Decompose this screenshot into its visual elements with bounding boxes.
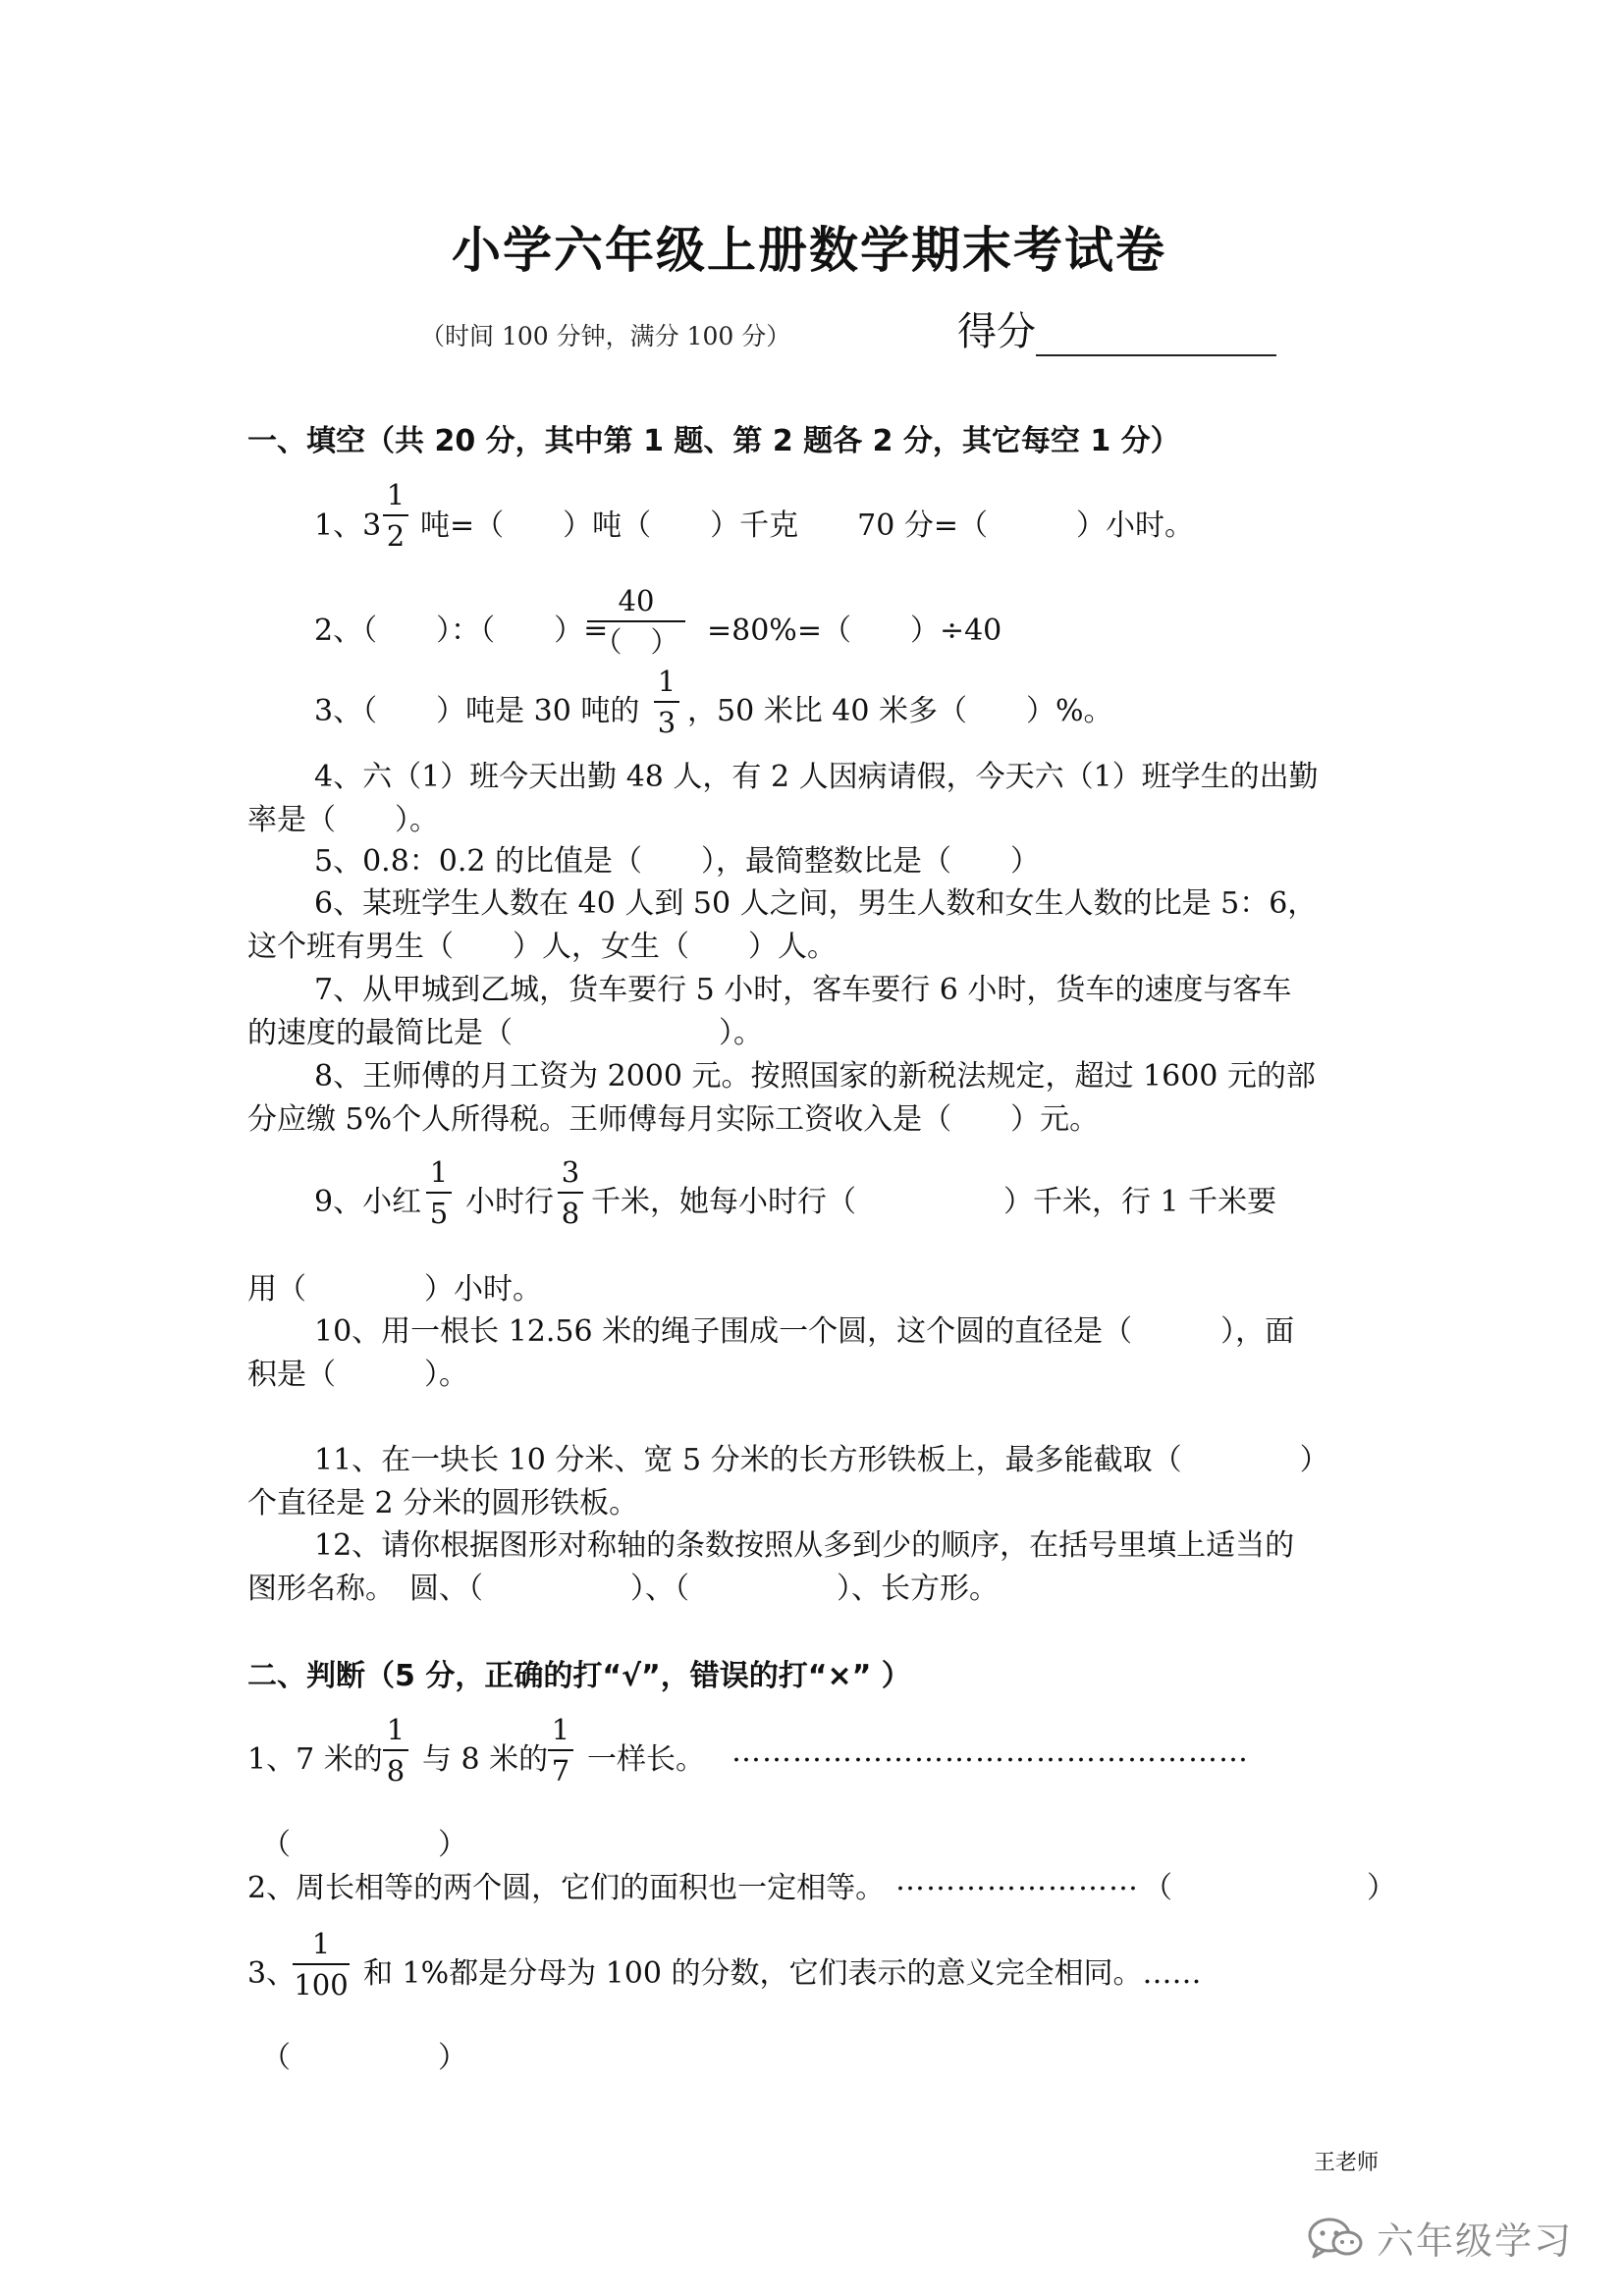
judge-1c: 一样长。: [587, 1742, 705, 1777]
fraction-q9-first-numerator: 1: [429, 1155, 449, 1189]
fraction-q1: [383, 478, 408, 553]
fraction-q3-numerator: 1: [657, 665, 677, 698]
question-6-line2: 这个班有男生（ ）人，女生（ ）人。: [247, 930, 837, 964]
question-9b: 小时行: [465, 1185, 554, 1219]
fraction-j1-second-denominator: 7: [551, 1754, 570, 1788]
question-9a: 9、小红: [314, 1185, 422, 1219]
question-6-line1: 6、某班学生人数在 40 人到 50 人之间，男生人数和女生人数的比是 5：6，: [314, 886, 1318, 921]
fraction-q3: [654, 667, 679, 737]
fraction-q2-denominator: （ ）: [593, 625, 679, 659]
fraction-j1-first-denominator: 8: [386, 1754, 406, 1788]
fraction-q9-second-denominator: 8: [561, 1197, 580, 1230]
page-title: 小学六年级上册数学期末考试卷: [452, 222, 1166, 279]
judge-2-paren-open[interactable]: （: [1143, 1871, 1172, 1905]
exam-info: （时间 100 分钟，满分 100 分）: [420, 322, 791, 350]
fraction-j3: [293, 1927, 350, 2002]
question-7-line1: 7、从甲城到乙城，货车要行 5 小时，客车要行 6 小时，货车的速度与客车: [314, 973, 1292, 1007]
fraction-q1-denominator: 2: [386, 519, 406, 553]
question-4-line2: 率是（ ）。: [247, 803, 439, 837]
fraction-j1-second-numerator: 1: [551, 1713, 570, 1746]
question-11-line2: 个直径是 2 分米的圆形铁板。: [247, 1486, 639, 1521]
watermark-text: 六年级学习: [1377, 2219, 1574, 2263]
fraction-q9-second-numerator: 3: [561, 1155, 580, 1189]
section2-heading: 二、判断（5 分，正确的打“√”，错误的打“×” ）: [247, 1659, 911, 1693]
question-8-line1: 8、王师傅的月工资为 2000 元。按照国家的新税法规定，超过 1600 元的部: [314, 1059, 1316, 1094]
judge-3a: 3、: [247, 1956, 297, 1991]
teacher-name: 王老师: [1314, 2151, 1380, 2175]
fraction-q9-first: [426, 1155, 452, 1230]
question-4-line1: 4、六（1）班今天出勤 48 人，有 2 人因病请假，今天六（1）班学生的出勤: [314, 760, 1319, 794]
question-2b: =80%=（ ）÷40: [707, 614, 1002, 648]
question-10-line1: 10、用一根长 12.56 米的绳子围成一个圆，这个圆的直径是（ ），面: [314, 1314, 1295, 1349]
fraction-q2: [587, 584, 685, 659]
section1-heading: 一、填空（共 20 分，其中第 1 题、第 2 题各 2 分，其它每空 1 分）: [247, 424, 1180, 458]
judge-3-answer-blank[interactable]: （ ）: [261, 2041, 467, 2075]
watermark: [1306, 2211, 1573, 2265]
question-9-line2: 用（ ）小时。: [247, 1272, 542, 1307]
question-12-line2: 图形名称。 圆、（ ）、（ ）、长方形。: [247, 1572, 999, 1606]
question-9c: 千米，她每小时行（ ）千米，行 1 千米要: [591, 1185, 1277, 1219]
score-blank: [1036, 317, 1276, 356]
question-11-line1: 11、在一块长 10 分米、宽 5 分米的长方形铁板上，最多能截取（ ）: [314, 1443, 1329, 1477]
question-1a: 1、3: [314, 508, 382, 543]
judge-1a: 1、7 米的: [247, 1742, 383, 1777]
fraction-q1-numerator: 1: [386, 478, 406, 511]
score-field: [957, 300, 1276, 356]
question-10-line2: 积是（ ）。: [247, 1358, 468, 1392]
score-label: 得分: [957, 309, 1036, 354]
question-2a: 2、（ ）：（ ）=: [314, 614, 609, 648]
fraction-q2-numerator: 40: [618, 584, 655, 617]
fraction-q3-denominator: 3: [657, 706, 677, 739]
fraction-q9-first-denominator: 5: [429, 1197, 449, 1230]
question-3b: ，50 米比 40 米多（ ）%。: [687, 694, 1113, 728]
question-7-line2: 的速度的最简比是（ ）。: [247, 1016, 763, 1050]
question-5: 5、0.8：0.2 的比值是（ ），最简整数比是（ ）: [314, 844, 1041, 879]
question-8-line2: 分应缴 5%个人所得税。王师傅每月实际工资收入是（ ）元。: [247, 1102, 1100, 1137]
judge-2-dots: ……………………: [895, 1863, 1139, 1897]
judge-1-dots: ……………………………………………: [731, 1735, 1249, 1769]
judge-2: 2、周长相等的两个圆，它们的面积也一定相等。: [247, 1871, 886, 1905]
fraction-j1-first-numerator: 1: [386, 1713, 406, 1746]
fraction-q9-second: [558, 1155, 583, 1230]
judge-1-answer-blank[interactable]: （ ）: [261, 1828, 467, 1862]
question-12-line1: 12、请你根据图形对称轴的条数按照从多到少的顺序，在括号里填上适当的: [314, 1528, 1295, 1563]
fraction-j1-first: [383, 1713, 408, 1788]
fraction-j1-second: [548, 1713, 573, 1788]
question-1b: 吨=（ ）吨（ ）千克 70 分=（ ）小时。: [420, 508, 1194, 543]
fraction-j3-numerator: 1: [311, 1927, 331, 1960]
wechat-icon: [1306, 2214, 1365, 2263]
judge-1b: 与 8 米的: [422, 1742, 549, 1777]
question-3a: 3、（ ）吨是 30 吨的: [314, 694, 640, 728]
judge-3b: 和 1%都是分母为 100 的分数，它们表示的意义完全相同。……: [363, 1956, 1202, 1991]
fraction-j3-denominator: 100: [294, 1968, 349, 2002]
judge-2-paren-close[interactable]: ）: [1367, 1871, 1396, 1905]
